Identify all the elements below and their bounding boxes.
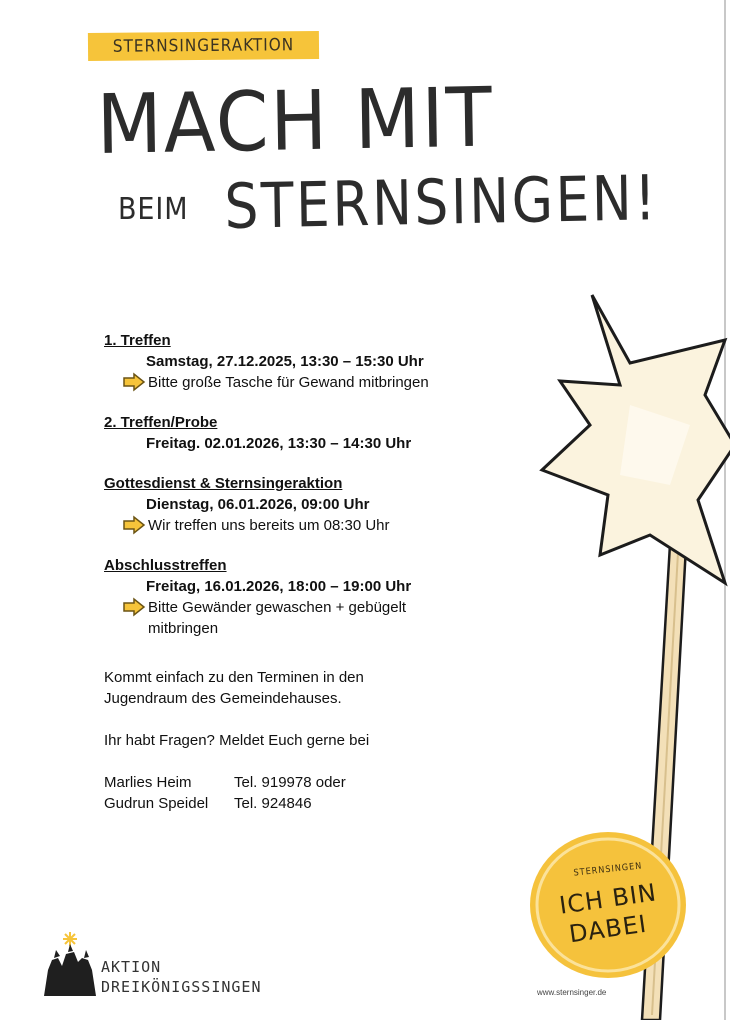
event-note	[104, 515, 524, 536]
event-note-text: Wir treffen uns bereits um 08:30 Uhr	[148, 517, 390, 534]
event-title: Gottesdienst & Sternsingeraktion	[104, 475, 343, 492]
event-note-text: Bitte große Tasche für Gewand mitbringen	[148, 374, 429, 391]
info-text-location: Kommt einfach zu den Terminen in den Jugendraum des Gemeindehauses.	[104, 669, 364, 707]
badge-small-text: STERNSINGEN	[573, 861, 643, 879]
ich-bin-dabei-badge	[527, 829, 689, 981]
arrow-right-icon	[122, 597, 146, 617]
contact-name: Gudrun Speidel	[104, 795, 209, 812]
arrow-right-icon	[122, 372, 146, 392]
badge-line-2: DABEI	[567, 909, 649, 949]
contact-phone: Tel. 924846	[234, 795, 312, 812]
badge-line-1: ICH BIN	[557, 878, 659, 920]
event-date: Samstag, 27.12.2025, 13:30 – 15:30 Uhr	[146, 353, 424, 370]
event-1	[104, 330, 524, 393]
logo-line-1: AKTION	[101, 958, 162, 976]
info-text-questions: Ihr habt Fragen? Meldet Euch gerne bei	[104, 732, 370, 749]
arrow-right-icon	[122, 515, 146, 535]
contact-phone: Tel. 919978 oder	[234, 774, 346, 791]
contacts	[104, 772, 524, 814]
event-3	[104, 473, 524, 536]
headline-mach-mit: MACH MIT	[96, 70, 495, 173]
info-block	[104, 667, 524, 814]
event-2	[104, 412, 524, 454]
event-date: Freitag. 02.01.2026, 13:30 – 14:30 Uhr	[146, 435, 412, 452]
logo-line-2: DREIKÖNIGSSINGEN	[101, 978, 262, 996]
event-title: 1. Treffen	[104, 332, 171, 349]
logo-text	[101, 957, 262, 997]
campaign-tag: STERNSINGERAKTION	[88, 31, 319, 61]
event-date: Freitag, 16.01.2026, 18:00 – 19:00 Uhr	[146, 578, 412, 595]
schedule	[104, 330, 524, 658]
three-kings-logo-icon	[40, 930, 100, 1000]
event-note	[104, 597, 524, 639]
headline-sternsingen: STERNSINGEN!	[224, 161, 659, 243]
event-note	[104, 372, 524, 393]
event-title: 2. Treffen/Probe	[104, 414, 218, 431]
headline-beim: BEIM	[118, 192, 189, 227]
event-4	[104, 555, 524, 639]
event-date: Dienstag, 06.01.2026, 09:00 Uhr	[146, 496, 370, 513]
event-note-text: Bitte Gewänder gewaschen + gebügelt mitbringen	[148, 599, 407, 637]
website-url: www.sternsinger.de	[537, 988, 607, 997]
contact-name: Marlies Heim	[104, 774, 192, 791]
event-title: Abschlusstreffen	[104, 557, 227, 574]
